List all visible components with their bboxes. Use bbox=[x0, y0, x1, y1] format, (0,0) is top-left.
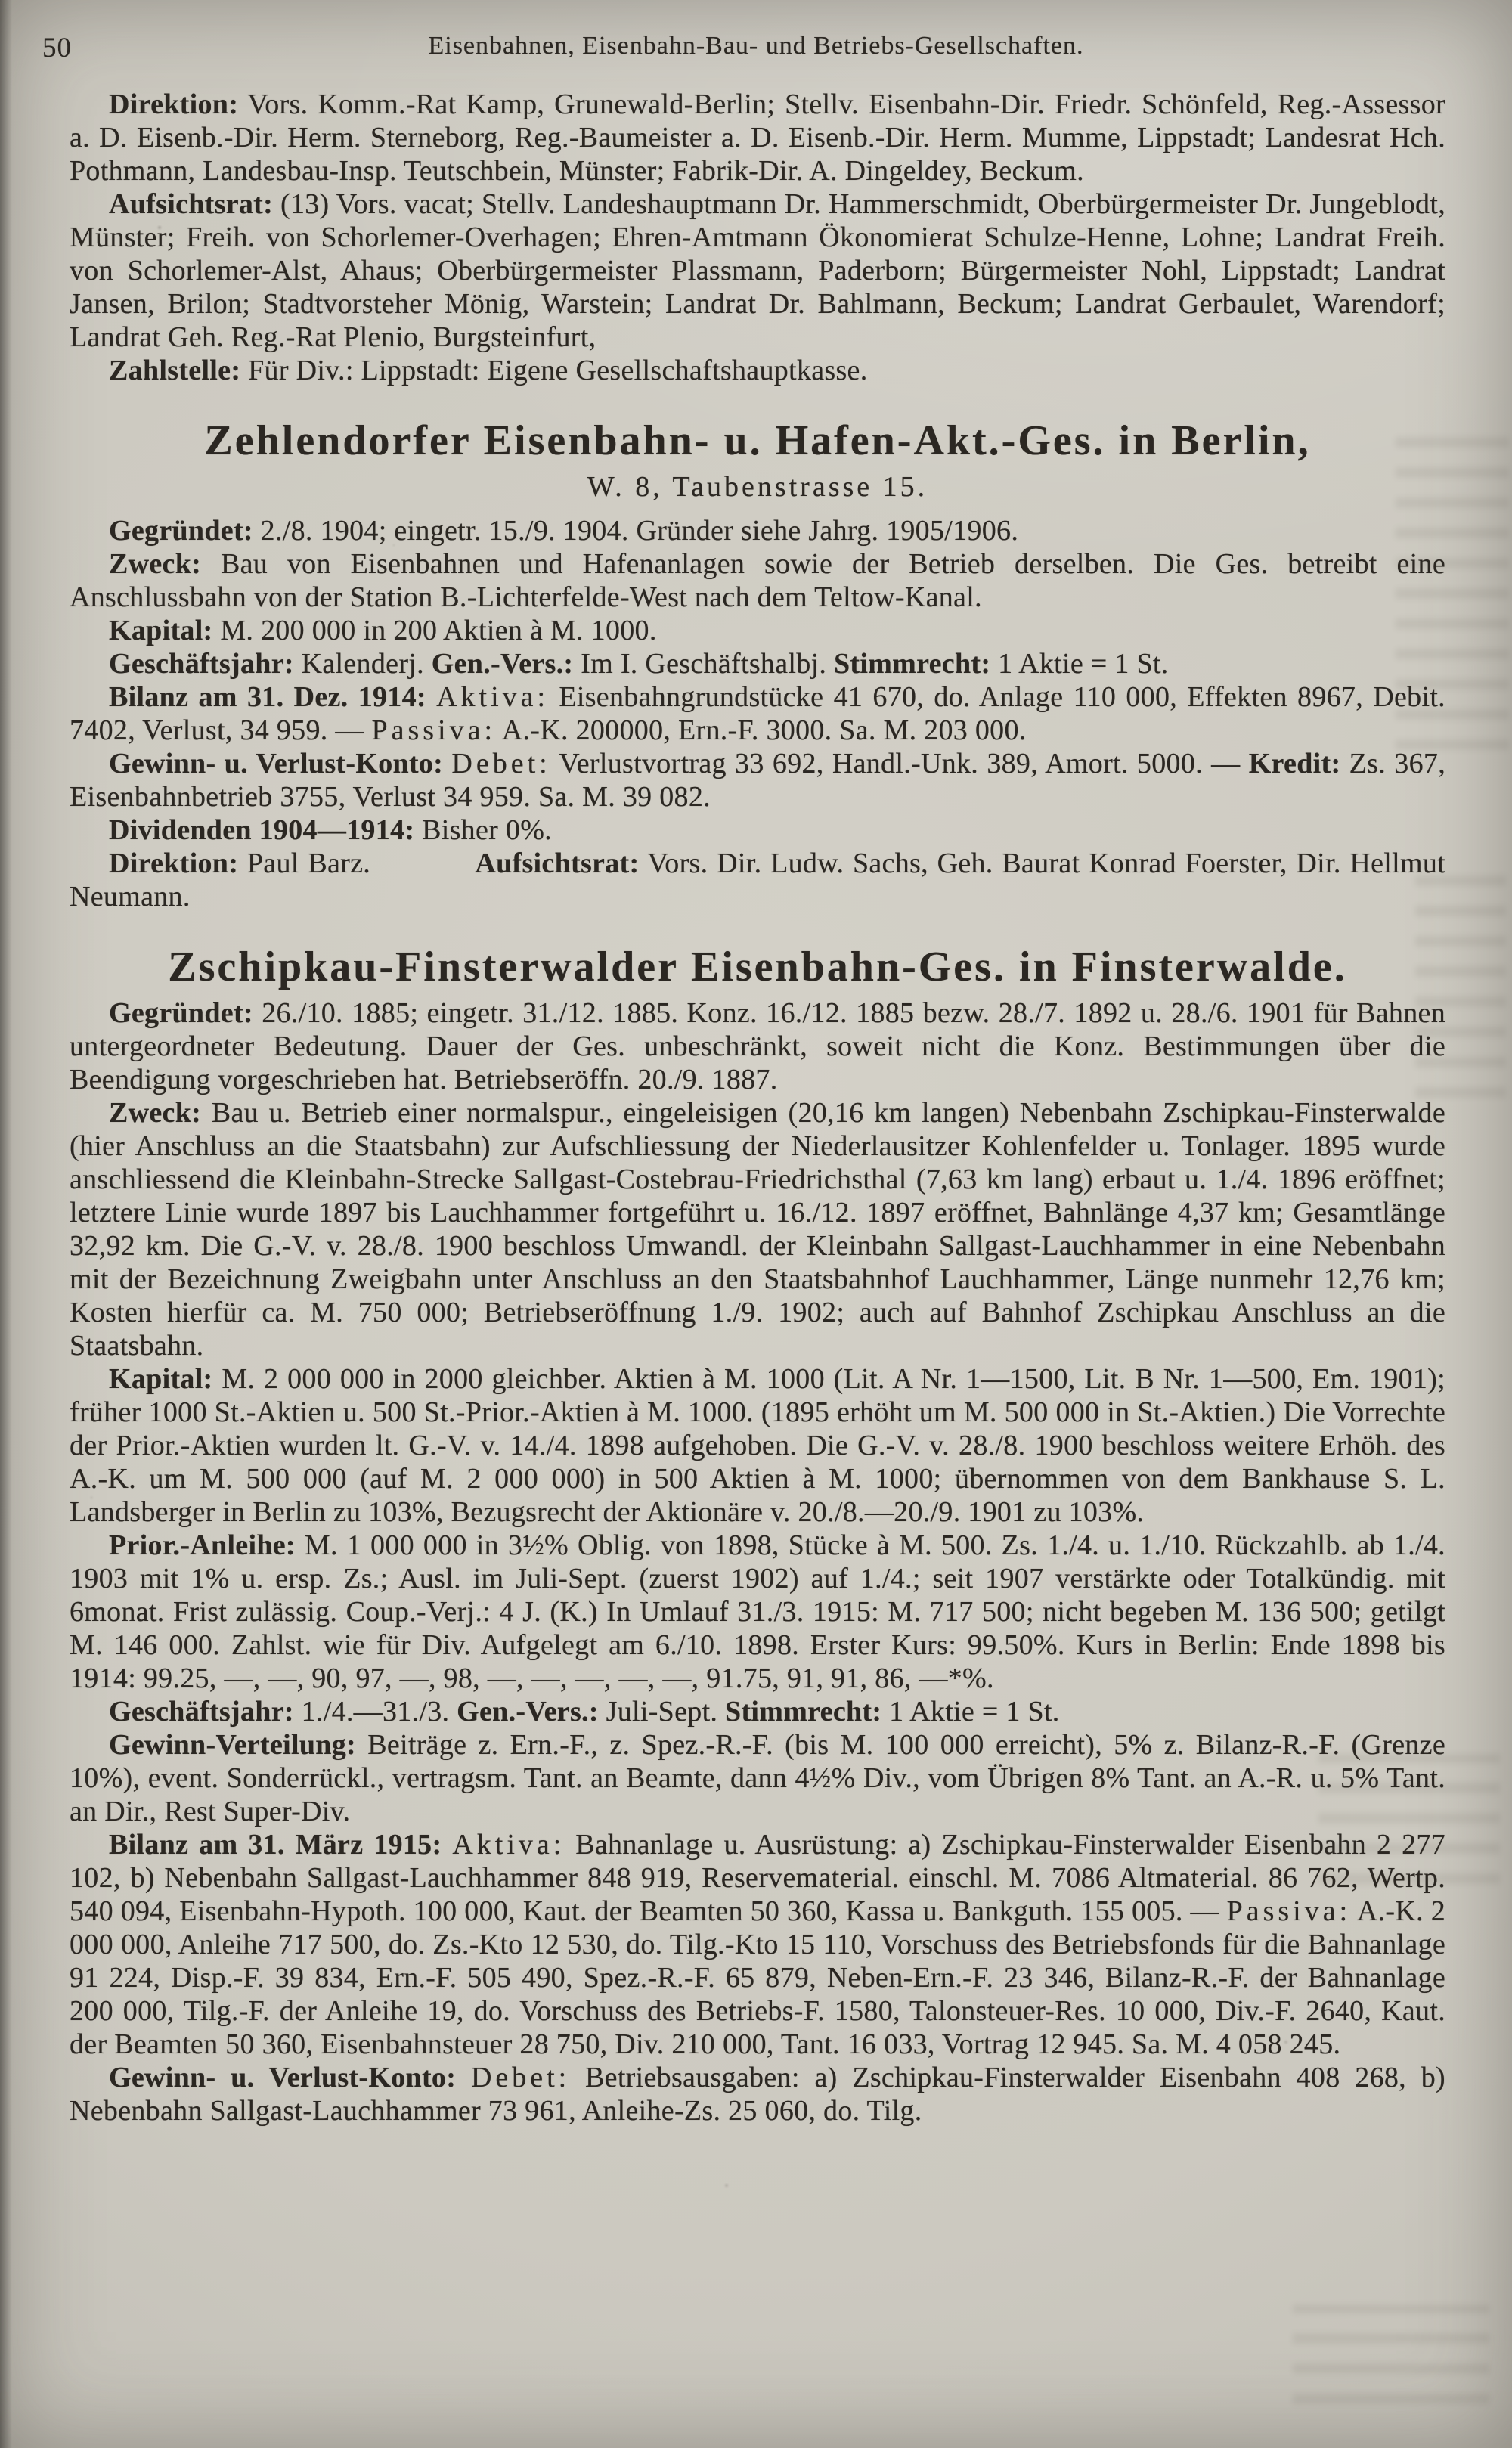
text-run bbox=[442, 1829, 452, 1861]
text-run: Bau von Eisenbahnen und Hafenanlagen sowie der Betrieb derselben. Die Ges. betreibt eine Anschlussbahn von der Station B.-Lichterfelde-West nach dem Teltow-Kanal. bbox=[70, 548, 1445, 613]
paragraph bbox=[70, 1529, 1445, 1695]
spaced-label: Debet: bbox=[470, 2062, 571, 2093]
text-run: A.-K. 200000, Ern.-F. 3000. Sa. M. 203 000. bbox=[496, 714, 1027, 746]
text-run: Für Div.: Lippstadt: Eigene Gesellschaftshauptkasse. bbox=[240, 355, 868, 386]
text-run: Verlustvortrag 33 692, Handl.-Unk. 389, Amort. 5000. — bbox=[550, 748, 1249, 779]
bold-label: Geschäftsjahr: bbox=[109, 1696, 294, 1728]
text-run: Beiträge z. Ern.-F., z. Spez.-R.-F. (bis M. 100 000 erreicht), 5% z. Bilanz-R.-F. (Grenze 10%), event. Sonderrückl., vertragsm. Tant. an Beamte, dann 4½% Div., vom Übrigen 8% Tant. an A.-R. u. 5% Tant. an Dir., Rest Super-Div. bbox=[70, 1729, 1445, 1827]
paragraph bbox=[70, 1695, 1445, 1728]
paragraph bbox=[70, 747, 1445, 813]
spaced-label: Aktiva: bbox=[436, 681, 550, 713]
entry-subheading: W. 8, Taubenstrasse 15. bbox=[587, 471, 928, 503]
text-run bbox=[426, 681, 436, 713]
page-number: 50 bbox=[42, 33, 72, 64]
text-run bbox=[443, 748, 451, 779]
bold-label: Zweck: bbox=[109, 1097, 202, 1129]
bold-label: Gewinn- u. Verlust-Konto: bbox=[109, 748, 444, 779]
bold-label: Gegründet: bbox=[109, 515, 253, 547]
text-run bbox=[456, 2062, 471, 2093]
scan-edge-shadow bbox=[0, 0, 12, 2448]
bold-label: Kapital: bbox=[109, 1363, 213, 1395]
text-run: 2./8. 1904; eingetr. 15./9. 1904. Gründer siehe Jahrg. 1905/1906. bbox=[253, 515, 1019, 547]
paragraph bbox=[70, 1728, 1445, 1828]
entry-heading: Zschipkau-Finsterwalder Eisenbahn-Ges. in Finsterwalde. bbox=[168, 944, 1347, 990]
text-run: A.-K. 2 000 000, Anleihe 717 500, do. Zs.-Kto 12 530, do. Tilg.-Kto 15 110, Vorschuss des Betriebsfonds für die Bahnanlage 91 224, Disp.-F. 39 834, Ern.-F. 505 490, Spez.-R.-F. 65 879, Neben-Ern.-F. 23 346, Bilanz-R.-F. der Bahnanlage 200 000, Tilg.-F. der Anleihe 19, do. Vorschuss des Betriebs-F. 1580, Talonsteuer-Res. 10 000, Div.-F. 2640, Kaut. der Beamten 50 360, Eisenbahnsteuer 28 750, Div. 210 000, Tant. 16 033, Vortrag 12 945. Sa. M. 4 058 245. bbox=[70, 1895, 1446, 2060]
bold-label: Stimmrecht: bbox=[833, 648, 991, 680]
text-run: Paul Barz. bbox=[238, 848, 476, 879]
entry-zschipkau-finsterwalder bbox=[70, 944, 1445, 2127]
bold-label: Gewinn-Verteilung: bbox=[109, 1729, 356, 1761]
paragraph bbox=[70, 88, 1445, 187]
spaced-label: Debet: bbox=[451, 748, 551, 779]
paragraph bbox=[70, 1096, 1445, 1362]
paragraph bbox=[70, 680, 1445, 747]
running-header-title: Eisenbahnen, Eisenbahn-Bau- und Betriebs-Gesellschaften. bbox=[428, 32, 1084, 60]
paragraph bbox=[70, 354, 1445, 387]
spaced-label: Passiva: bbox=[1226, 1895, 1352, 1927]
bold-label: Dividenden 1904—1914: bbox=[109, 814, 415, 846]
text-run: M. 200 000 in 200 Aktien à M. 1000. bbox=[212, 615, 657, 646]
bold-label: Geschäftsjahr: bbox=[109, 648, 294, 680]
paragraph bbox=[70, 514, 1445, 547]
text-run: Im I. Geschäftshalbj. bbox=[573, 648, 834, 680]
text-run: M. 1 000 000 in 3½% Oblig. von 1898, Stücke à M. 500. Zs. 1./4. u. 1./10. Rückzahlb. ab 1./4. 1903 mit 1% u. ersp. Zs.; Ausl. im Juli-Sept. (zuerst 1902) auf 1./4.; seit 1907 verstärkte oder Totalkündig. mit 6monat. Frist zulässig. Coup.-Verj.: 4 J. (K.) In Umlauf 31./3. 1915: M. 717 500; nicht begeben M. 136 500; getilgt M. 146 000. Zahlst. wie für Div. Aufgelegt am 6./10. 1898. Erster Kurs: 99.50%. Kurs in Berlin: Ende 1898 bis 1914: 99.25, —, —, 90, 97, —, 98, —, —, —, —, —, 91.75, 91, 91, 86, —*%. bbox=[70, 1529, 1445, 1694]
text-run: Vors. Komm.-Rat Kamp, Grunewald-Berlin; Stellv. Eisenbahn-Dir. Friedr. Schönfeld, Reg.-Assessor a. D. Eisenb.-Dir. Herm. Sterneborg, Reg.-Baumeister a. D. Eisenb.-Dir. Herm. Mumme, Lippstadt; Landesrat Hch. Pothmann, Landesbau-Insp. Teutschbein, Münster; Fabrik-Dir. A. Dingeldey, Beckum. bbox=[70, 88, 1445, 187]
text-run: 1./4.—31./3. bbox=[293, 1696, 457, 1728]
text-run: M. 2 000 000 in 2000 gleichber. Aktien à M. 1000 (Lit. A Nr. 1—1500, Lit. B Nr. 1—500, Em. 1901); früher 1000 St.-Aktien u. 500 St.-Prior.-Aktien à M. 1000. (1895 erhöht um M. 500 000 in St.-Aktien.) Die Vorrechte der Prior.-Aktien wurden lt. G.-V. v. 14./4. 1898 aufgehoben. Die G.-V. v. 28./8. 1900 beschloss weitere Erhöh. des A.-K. um M. 500 000 (auf M. 2 000 000) in 500 Aktien à M. 1000; übernommen von dem Bankhause S. L. Landsberger in Berlin zu 103%, Bezugsrecht der Aktionäre v. 20./8.—20./9. 1901 zu 103%. bbox=[70, 1363, 1445, 1528]
paragraph bbox=[70, 1828, 1445, 2061]
bold-label: Gen.-Vers.: bbox=[431, 648, 574, 680]
bold-label: Kredit: bbox=[1248, 748, 1341, 779]
entry-continuation bbox=[70, 88, 1445, 387]
text-run: 1 Aktie = 1 St. bbox=[881, 1696, 1060, 1728]
text-run: Zs. 367, Eisenbahnbetrieb 3755, Verlust 34 959. Sa. M. 39 082. bbox=[70, 748, 1445, 813]
text-run: Eisenbahngrundstücke 41 670, do. Anlage 110 000, Effekten 8967, Debit. 7402, Verlust, 34 959. — bbox=[70, 681, 1445, 746]
entry-zehlendorfer-eisenbahn bbox=[70, 417, 1445, 913]
spaced-label: Aktiva: bbox=[452, 1829, 565, 1861]
running-header bbox=[42, 32, 1442, 68]
bold-label: Zahlstelle: bbox=[109, 355, 241, 386]
paragraph bbox=[70, 614, 1445, 647]
bleed-through-smudge bbox=[1293, 2304, 1489, 2410]
bold-label: Aufsichtsrat: bbox=[109, 188, 274, 220]
bold-label: Gewinn- u. Verlust-Konto: bbox=[109, 2062, 457, 2093]
text-run: 26./10. 1885; eingetr. 31./12. 1885. Konz. 16./12. 1885 bezw. 28./7. 1892 u. 28./6. 1901 für Bahnen untergeordneter Bedeutung. Dauer der Ges. unbeschränkt, soweit nicht die Konz. Bestimmungen über die Beendigung vorgeschrieben hat. Betriebseröffn. 20./9. 1887. bbox=[70, 997, 1445, 1095]
bold-label: Prior.-Anleihe: bbox=[109, 1529, 296, 1561]
text-run: 1 Aktie = 1 St. bbox=[990, 648, 1169, 680]
bold-label: Direktion: bbox=[109, 848, 239, 879]
text-run: Bisher 0%. bbox=[414, 814, 552, 846]
text-run: Bahnanlage u. Ausrüstung: a) Zschipkau-Finsterwalder Eisenbahn 2 277 102, b) Nebenbahn Sallgast-Lauchhammer 848 919, Reservematerial. einschl. M. 7086 Altmaterial. 86 762, Wertp. 540 094, Eisenbahn-Hypoth. 100 000, Kaut. der Beamten 50 360, Kassa u. Bankguth. 155 005. — bbox=[70, 1829, 1445, 1927]
entry-heading: Zehlendorfer Eisenbahn- u. Hafen-Akt.-Ges. in Berlin, bbox=[204, 417, 1311, 464]
bold-label: Bilanz am 31. Dez. 1914: bbox=[109, 681, 426, 713]
text-run: Bau u. Betrieb einer normalspur., eingeleisigen (20,16 km langen) Nebenbahn Zschipkau-Finsterwalde (hier Anschluss an die Staatsbahn) zur Aufschliessung der Niederlausitzer Kohlenfelder u. Tonlager. 1895 wurde anschliessend die Kleinbahn-Strecke Sallgast-Costebrau-Friedrichsthal (7,63 km lang) erbaut u. 1./4. 1896 eröffnet; letztere Linie wurde 1897 bis Lauchhammer fortgeführt u. 16./12. 1897 eröffnet, Bahnlänge 4,37 km; Gesamtlänge 32,92 km. Die G.-V. v. 28./8. 1900 beschloss Umwandl. der Kleinbahn Sallgast-Lauchhammer in eine Nebenbahn mit der Bezeichnung Zweigbahn unter Anschluss an den Staatsbahnhof Lauchhammer, Länge nunmehr 12,76 km; Kosten hierfür ca. M. 750 000; Betriebseröffnung 1./9. 1902; auch auf Bahnhof Zschipkau Anschluss an die Staatsbahn. bbox=[70, 1097, 1445, 1362]
paragraph bbox=[70, 647, 1445, 680]
paragraph bbox=[70, 187, 1445, 354]
bold-label: Gen.-Vers.: bbox=[457, 1696, 599, 1728]
text-run: Betriebsausgaben: a) Zschipkau-Finsterwalder Eisenbahn 408 268, b) Nebenbahn Sallgast-Lauchhammer 73 961, Anleihe-Zs. 25 060, do. Tilg. bbox=[70, 2062, 1445, 2127]
paragraph bbox=[70, 2061, 1445, 2127]
text-run: Kalenderj. bbox=[293, 648, 432, 680]
text-run: Juli-Sept. bbox=[598, 1696, 726, 1728]
bold-label: Kapital: bbox=[109, 615, 213, 646]
bold-label: Aufsichtsrat: bbox=[475, 848, 640, 879]
text-run: Vors. Dir. Ludw. Sachs, Geh. Baurat Konrad Foerster, Dir. Hellmut Neumann. bbox=[70, 848, 1445, 913]
paragraph bbox=[70, 813, 1445, 847]
page-body bbox=[0, 68, 1512, 2127]
bold-label: Bilanz am 31. März 1915: bbox=[109, 1829, 442, 1861]
bold-label: Stimmrecht: bbox=[725, 1696, 882, 1728]
paragraph bbox=[70, 1362, 1445, 1529]
bold-label: Direktion: bbox=[109, 88, 239, 120]
paragraph bbox=[70, 847, 1445, 913]
bold-label: Gegründet: bbox=[109, 997, 253, 1029]
paragraph bbox=[70, 996, 1445, 1096]
spaced-label: Passiva: bbox=[371, 714, 497, 746]
text-run: (13) Vors. vacat; Stellv. Landeshauptmann Dr. Hammerschmidt, Oberbürgermeister Dr. Jungeblodt, Münster; Freih. von Schorlemer-Overhagen; Ehren-Amtmann Ökonomierat Schulze-Henne, Lohne; Landrat Freih. von Schorlemer-Alst, Ahaus; Oberbürgermeister Plassmann, Paderborn; Bürgermeister Nohl, Lippstadt; Landrat Jansen, Brilon; Stadtvorsteher Mönig, Warstein; Landrat Dr. Bahlmann, Beckum; Landrat Gerbaulet, Warendorf; Landrat Geh. Reg.-Rat Plenio, Burgsteinfurt, bbox=[70, 188, 1445, 353]
bold-label: Zweck: bbox=[109, 548, 202, 580]
paragraph bbox=[70, 547, 1445, 614]
